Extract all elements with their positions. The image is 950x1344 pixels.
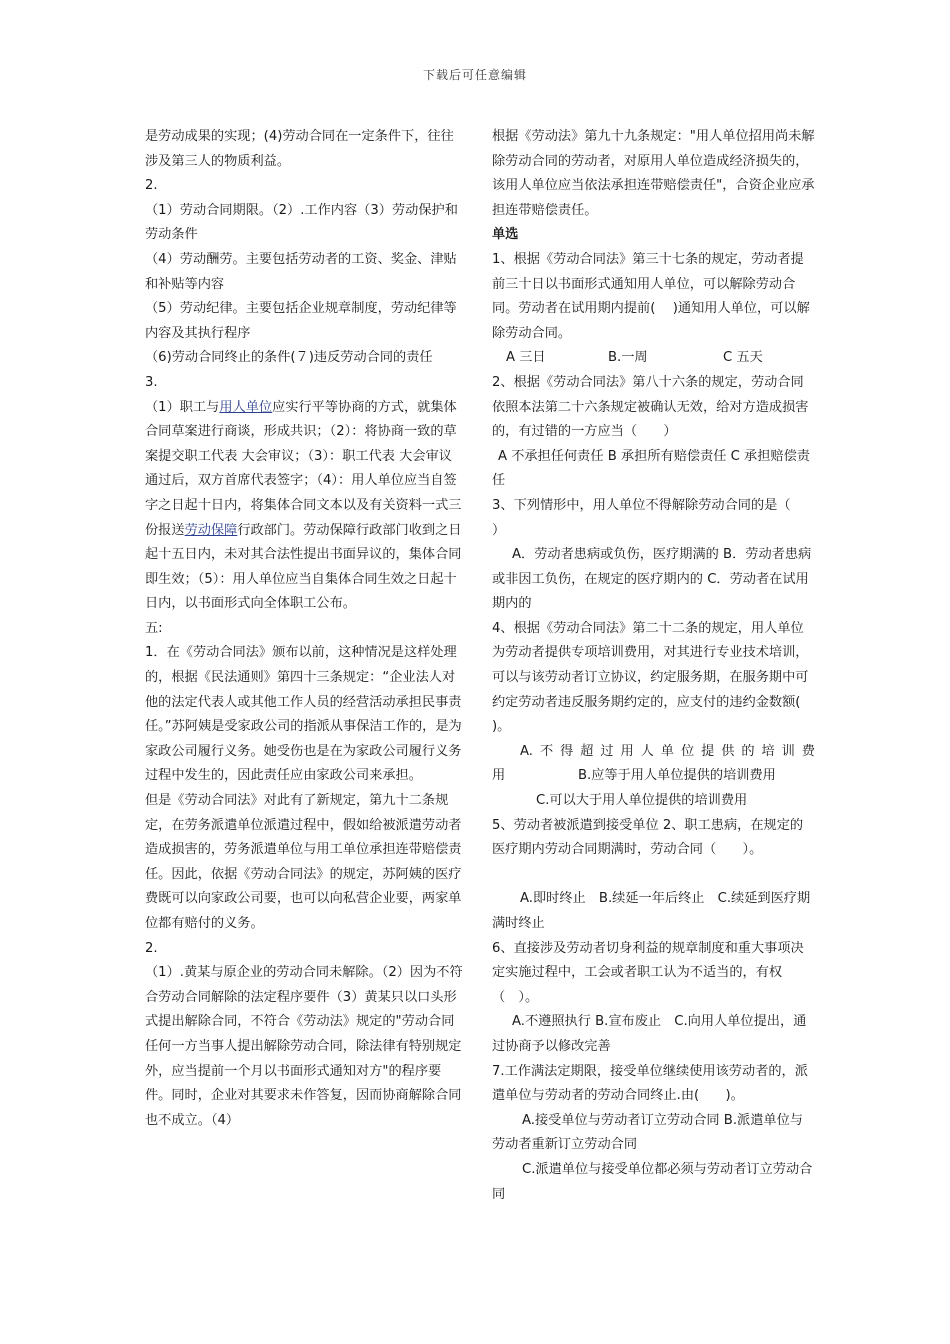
question-4-option-c: C.可以大于用人单位提供的培训费用 <box>536 793 748 809</box>
paragraph: （4）劳动酬劳。主要包括劳动者的工资、奖金、津贴和补贴等内容 <box>145 251 457 292</box>
paragraph-with-links <box>145 396 463 617</box>
section-heading: 单选 <box>492 227 519 243</box>
question-6: 6、直接涉及劳动者切身利益的规章制度和重大事项决定实施过程中，工会或者职工认为不适当的，有权（ ）。 <box>492 940 804 1005</box>
option-b: B.一周 <box>608 350 648 366</box>
link-employer[interactable]: 用人单位 <box>219 399 273 415</box>
question-6-options: A.不遵照执行 B.宣布废止 C.向用人单位提出，通过协商予以修改完善 <box>492 1014 807 1054</box>
question-7-option-c: C.派遣单位与接受单位都必须与劳动者订立劳动合同 <box>492 1161 813 1202</box>
paragraph: （5）劳动纪律。主要包括企业规章制度，劳动纪律等内容及其执行程序 <box>145 301 457 341</box>
question-5-options: A.即时终止 B.续延一年后终止 C.续延到医疗期满时终止 <box>492 891 811 931</box>
paragraph: （1）.黄某与原企业的劳动合同未解除。（2）因为不符合劳动合同解除的法定程序要件（3）黄某只以口头形式提出解除合同，不符合《劳动法》规定的"劳动合同任何一方当事人提出解除劳动合同，除法律有特别规定外，应当提前一个月以书面形式通知对方"的程序要件。同时，企业对其要求未作答复，因而协商解除合同也不成立。（4） <box>145 965 463 1128</box>
option-a: A 三日 <box>506 350 546 366</box>
question-4-option-a-cont-b <box>492 764 815 789</box>
item-number: 2. <box>145 940 158 956</box>
page-header: 下载后可任意编辑 <box>422 68 527 82</box>
question-7-options-ab: A.接受单位与劳动者订立劳动合同 B.派遣单位与劳动者重新订立劳动合同 <box>492 1112 803 1153</box>
paragraph: 1．在《劳动合同法》颁布以前，这种情况是这样处理的，根据《民法通则》第四十三条规定：“企业法人对他的法定代表人或其他工作人员的经营活动承担民事责任。”苏阿姨是受家政公司的指派从事保洁工作的，是为家政公司履行义务。她受伤也是在为家政公司履行义务过程中发生的，因此责任应由家政公司来承担。 <box>145 645 462 784</box>
blank-line <box>492 863 815 888</box>
option-a-continued: 用 <box>492 768 506 784</box>
option-b: B.应等于用人单位提供的培训费用 <box>578 768 776 784</box>
item-number: 2. <box>145 178 158 194</box>
question-4: 4、根据《劳动合同法》第二十二条的规定，用人单位为劳动者提供专项培训费用，对其进行专业技术培训，可以与该劳动者订立协议，约定服务期，在服务期中可约定劳动者违反服务期约定的，应支付的违约金数额( )。 <box>492 620 827 735</box>
section-number: 五: <box>145 620 163 636</box>
paragraph: 但是《劳动合同法》对此有了新规定，第九十二条规定，在劳务派遣单位派遣过程中，假如给被派遣劳动者造成损害的，劳务派遣单位与用工单位承担连带赔偿责任。因此，依据《劳动合同法》的规定，苏阿姨的医疗费既可以向家政公司要，也可以向私营企业要，两家单位都有赔付的义务。 <box>145 793 462 931</box>
paragraph: 是劳动成果的实现；(4)劳动合同在一定条件下，往往涉及第三人的物质利益。 <box>145 129 454 169</box>
paragraph: 根据《劳动法》第九十九条规定："用人单位招用尚未解除劳动合同的劳动者，对原用人单位造成经济损失的，该用人单位应当依法承担连带赔偿责任"，合资企业应承担连带赔偿责任。 <box>492 129 815 218</box>
question-3-options: A．劳动者患病或负伤，医疗期满的 B．劳动者患病或非因工负伤，在规定的医疗期内的 C．劳动者在试用期内的 <box>492 547 812 612</box>
item-number: 3. <box>145 374 158 390</box>
text-run: （1）职工与 <box>145 399 220 415</box>
text-run: 应实行平等协商的方式，就集体合同草案进行商谈，形成共识；（2）：将协商一致的草案提交职工代表 大会审议；（3）：职工代表 大会审议通过后，双方首席代表签字；（4）：用人单位应当自签字之日起十日内，将集体合同文本以及有关资料一式三份报送 <box>145 399 462 538</box>
question-1: 1、根据《劳动合同法》第三十七条的规定，劳动者提前三十日以书面形式通知用人单位，可以解除劳动合同。劳动者在试用期内提前( )通知用人单位，可以解除劳动合同。 <box>492 251 810 341</box>
question-2-options: A 不承担任何责任 B 承担所有赔偿责任 C 承担赔偿责任 <box>492 448 810 489</box>
question-3: 3、下列情形中，用人单位不得解除劳动合同的是（ ） <box>492 497 817 538</box>
text-run: 行政部门。劳动保障行政部门收到之日起十五日内，未对其合法性提出书面异议的，集体合同即生效；（5）：用人单位应当自集体合同生效之日起十日内，以书面形式向全体职工公布。 <box>145 522 462 612</box>
question-5: 5、劳动者被派遣到接受单位 2、职工患病，在规定的医疗期内劳动合同期满时，劳动合同（ ）。 <box>492 817 804 858</box>
paragraph: （1）劳动合同期限。（2）.工作内容（3）劳动保护和劳动条件 <box>145 202 458 243</box>
paragraph: （6)劳动合同终止的条件(７)违反劳动合同的责任 <box>145 350 433 366</box>
question-1-options <box>492 346 815 371</box>
question-7: 7.工作满法定期限，接受单位继续使用该劳动者的，派遣单位与劳动者的劳动合同终止.由( )。 <box>492 1063 808 1104</box>
question-2: 2、根据《劳动合同法》第八十六条的规定，劳动合同依照本法第二十六条规定被确认无效，给对方造成损害的，有过错的一方应当（ ） <box>492 374 809 440</box>
right-column <box>492 125 827 1207</box>
link-labor-security[interactable]: 劳动保障 <box>184 522 238 538</box>
option-c: C 五天 <box>723 350 763 366</box>
left-column <box>145 125 463 1133</box>
question-4-option-a: A.不得超过用人单位提供的培训费 <box>520 743 815 759</box>
